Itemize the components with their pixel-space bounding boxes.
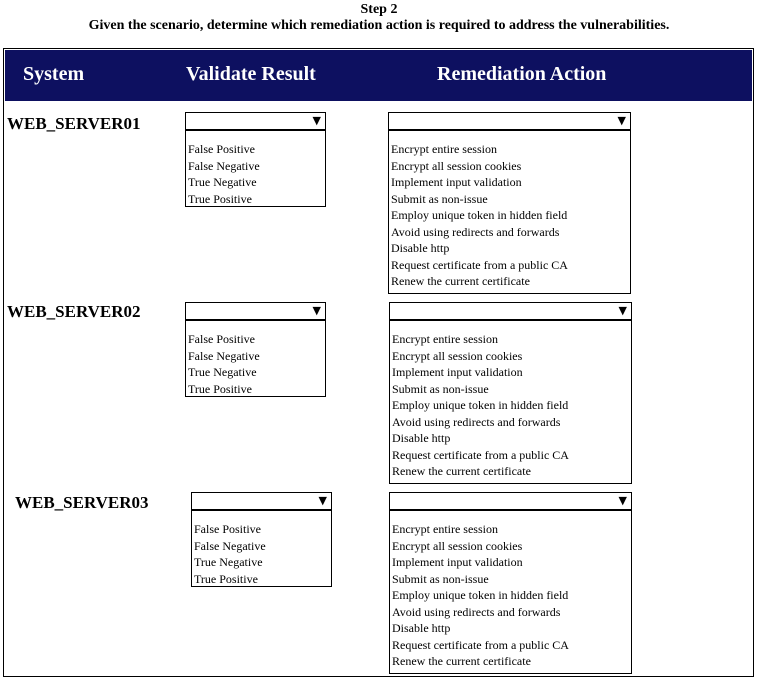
- dropdown-option[interactable]: False Negative: [188, 158, 260, 173]
- dropdown-option[interactable]: False Negative: [188, 348, 260, 363]
- remediation-action-column-header: Remediation Action: [437, 63, 607, 85]
- server-name: WEB_SERVER01: [7, 114, 141, 133]
- dropdown-option[interactable]: Implement input validation: [392, 365, 523, 379]
- dropdown-option[interactable]: False Positive: [188, 142, 256, 156]
- server-name: WEB_SERVER02: [7, 302, 141, 321]
- dropdown-option[interactable]: Submit as non-issue: [392, 571, 489, 586]
- triangle-down-icon[interactable]: ▼: [312, 304, 321, 317]
- triangle-down-icon[interactable]: ▼: [318, 494, 327, 507]
- remediation-action-dropdown[interactable]: [388, 112, 631, 294]
- dropdown-option[interactable]: Disable http: [392, 431, 451, 445]
- dropdown-option[interactable]: Disable http: [391, 241, 450, 255]
- heading: [0, 0, 758, 34]
- validate-result-dropdown[interactable]: [191, 492, 332, 587]
- dropdown-option[interactable]: True Positive: [188, 191, 252, 206]
- dropdown-option[interactable]: Request certificate from a public CA: [392, 447, 569, 462]
- remediation-action-dropdown[interactable]: [389, 492, 632, 674]
- dropdown-option[interactable]: Encrypt entire session: [391, 142, 497, 156]
- dropdown-option[interactable]: False Negative: [194, 538, 266, 553]
- dropdown-option[interactable]: Encrypt all session cookies: [391, 158, 522, 173]
- dropdown-option[interactable]: Request certificate from a public CA: [392, 637, 569, 652]
- dropdown-option[interactable]: Employ unique token in hidden field: [392, 398, 569, 412]
- dropdown-option[interactable]: True Negative: [188, 365, 257, 379]
- remediation-action-dropdown[interactable]: [389, 302, 632, 484]
- dropdown-option[interactable]: Implement input validation: [391, 175, 522, 189]
- instruction-text: Given the scenario, determine which remediation action is required to address the vulnerabilities.: [88, 18, 670, 33]
- system-column-header: System: [23, 63, 85, 85]
- table-header: [5, 50, 752, 101]
- dropdown-option[interactable]: Encrypt entire session: [392, 332, 498, 346]
- validate-result-dropdown[interactable]: [185, 112, 326, 207]
- dropdown-option[interactable]: Disable http: [392, 621, 451, 635]
- dropdown-option[interactable]: True Negative: [194, 555, 263, 569]
- dropdown-option[interactable]: Request certificate from a public CA: [391, 257, 568, 272]
- validate-result-column-header: Validate Result: [186, 63, 316, 85]
- dropdown-option[interactable]: Implement input validation: [392, 555, 523, 569]
- dropdown-option[interactable]: Encrypt all session cookies: [392, 348, 523, 363]
- validate-result-selected[interactable]: [186, 303, 325, 321]
- triangle-down-icon[interactable]: ▼: [617, 114, 626, 127]
- validate-result-selected[interactable]: [186, 113, 325, 131]
- dropdown-option[interactable]: Submit as non-issue: [392, 381, 489, 396]
- triangle-down-icon[interactable]: ▼: [618, 304, 627, 317]
- remediation-action-selected[interactable]: [390, 493, 631, 511]
- dropdown-option[interactable]: Avoid using redirects and forwards: [391, 224, 560, 239]
- dropdown-option[interactable]: Submit as non-issue: [391, 191, 488, 206]
- dropdown-option[interactable]: True Positive: [188, 381, 252, 396]
- validate-result-selected[interactable]: [192, 493, 331, 511]
- triangle-down-icon[interactable]: ▼: [618, 494, 627, 507]
- dropdown-option[interactable]: False Positive: [194, 522, 262, 536]
- triangle-down-icon[interactable]: ▼: [312, 114, 321, 127]
- dropdown-option[interactable]: Encrypt entire session: [392, 522, 498, 536]
- dropdown-option[interactable]: True Positive: [194, 571, 258, 586]
- remediation-action-selected[interactable]: [389, 113, 630, 131]
- dropdown-option[interactable]: Renew the current certificate: [391, 274, 530, 288]
- remediation-action-selected[interactable]: [390, 303, 631, 321]
- dropdown-option[interactable]: False Positive: [188, 332, 256, 346]
- dropdown-option[interactable]: Avoid using redirects and forwards: [392, 604, 561, 619]
- remediation-table: [3, 48, 754, 677]
- dropdown-option[interactable]: True Negative: [188, 175, 257, 189]
- validate-result-dropdown[interactable]: [185, 302, 326, 397]
- dropdown-option[interactable]: Avoid using redirects and forwards: [392, 414, 561, 429]
- step-title: Step 2: [360, 2, 398, 17]
- dropdown-option[interactable]: Employ unique token in hidden field: [391, 208, 568, 222]
- dropdown-option[interactable]: Employ unique token in hidden field: [392, 588, 569, 602]
- dropdown-option[interactable]: Renew the current certificate: [392, 464, 531, 478]
- server-name: WEB_SERVER03: [15, 493, 149, 512]
- dropdown-option[interactable]: Encrypt all session cookies: [392, 538, 523, 553]
- dropdown-option[interactable]: Renew the current certificate: [392, 654, 531, 668]
